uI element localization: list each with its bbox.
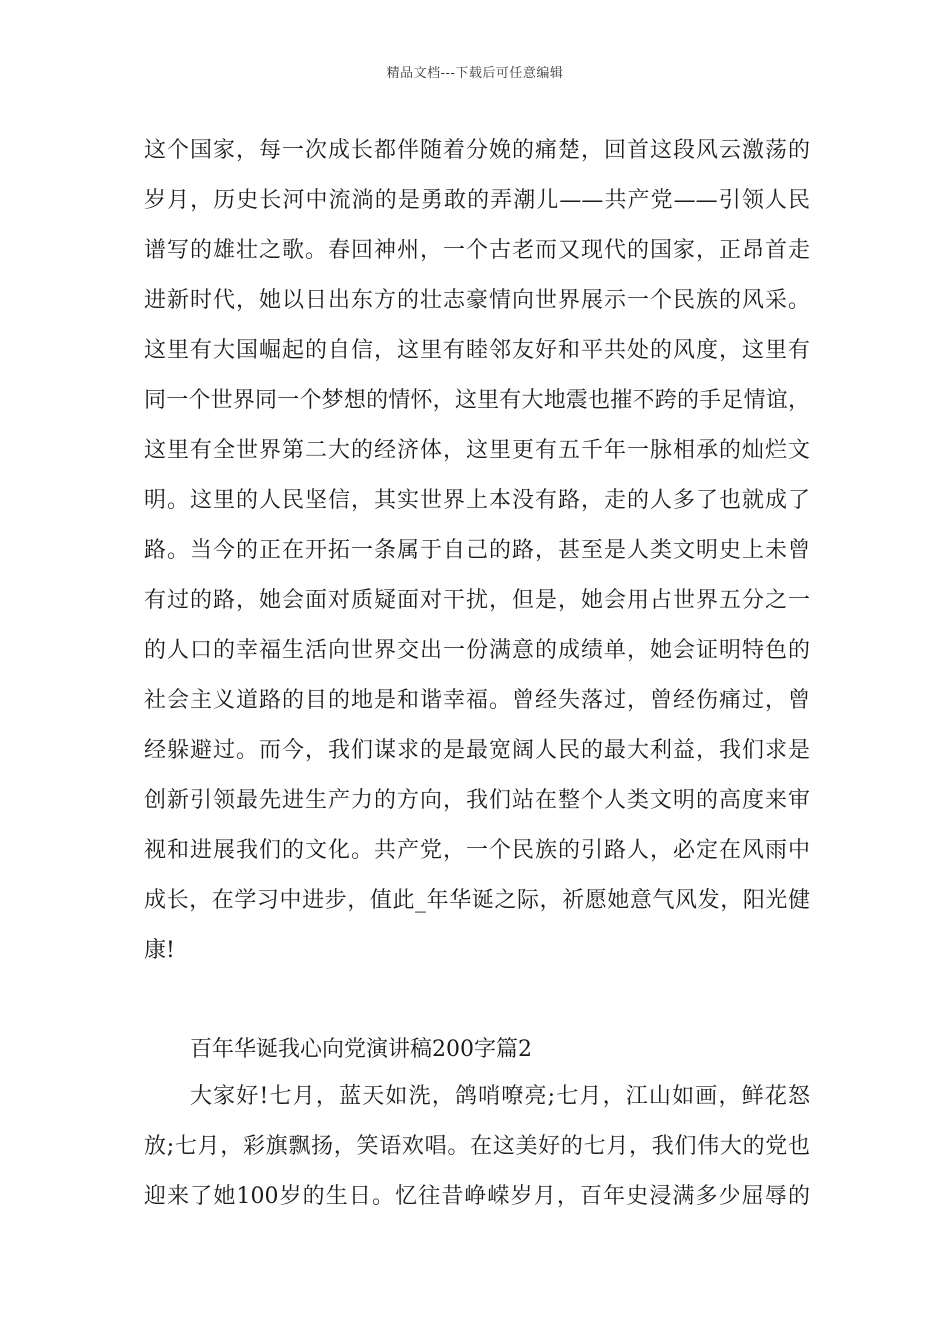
body-paragraph [144, 1072, 810, 1222]
text-line: 迎来了她100岁的生日。忆往昔峥嵘岁月，百年史浸满多少屈辱的 [144, 1184, 810, 1209]
text-line: 进新时代，她以日出东方的壮志豪情向世界展示一个民族的风采。 [144, 288, 810, 313]
text-line: 的人口的幸福生活向世界交出一份满意的成绩单，她会证明特色的 [144, 638, 810, 663]
text-line: 这里有大国崛起的自信，这里有睦邻友好和平共处的风度，这里有 [144, 338, 810, 363]
text-line: 经躲避过。而今，我们谋求的是最宽阔人民的最大利益，我们求是 [144, 738, 810, 763]
body-paragraph [144, 126, 810, 976]
text-line: 有过的路，她会面对质疑面对干扰，但是，她会用占世界五分之一 [144, 588, 810, 613]
text-line: 康! [144, 938, 175, 963]
text-line: 创新引领最先进生产力的方向，我们站在整个人类文明的高度来审 [144, 788, 810, 813]
text-line: 成长，在学习中进步，值此_年华诞之际，祈愿她意气风发，阳光健 [144, 888, 810, 913]
page-header: 精品文档---下载后可任意编辑 [386, 66, 564, 81]
text-line: 大家好!七月，蓝天如洗，鸽哨嘹亮;七月，江山如画，鲜花怒 [190, 1084, 810, 1109]
text-line: 路。当今的正在开拓一条属于自己的路，甚至是人类文明史上未曾 [144, 538, 810, 563]
text-line: 这个国家，每一次成长都伴随着分娩的痛楚，回首这段风云激荡的 [144, 138, 810, 163]
text-line: 明。这里的人民坚信，其实世界上本没有路，走的人多了也就成了 [144, 488, 810, 513]
text-line: 谱写的雄壮之歌。春回神州，一个古老而又现代的国家，正昂首走 [144, 238, 810, 263]
text-line: 这里有全世界第二大的经济体，这里更有五千年一脉相承的灿烂文 [144, 438, 810, 463]
text-line: 岁月，历史长河中流淌的是勇敢的弄潮儿——共产党——引领人民 [144, 188, 810, 213]
text-line: 视和进展我们的文化。共产党，一个民族的引路人，必定在风雨中 [144, 838, 810, 863]
section-heading: 百年华诞我心向党演讲稿200字篇2 [190, 1037, 532, 1062]
text-line: 放;七月，彩旗飘扬，笑语欢唱。在这美好的七月，我们伟大的党也 [144, 1134, 810, 1159]
text-line: 社会主义道路的目的地是和谐幸福。曾经失落过，曾经伤痛过，曾 [144, 688, 810, 713]
text-line: 同一个世界同一个梦想的情怀，这里有大地震也摧不跨的手足情谊， [144, 388, 810, 413]
